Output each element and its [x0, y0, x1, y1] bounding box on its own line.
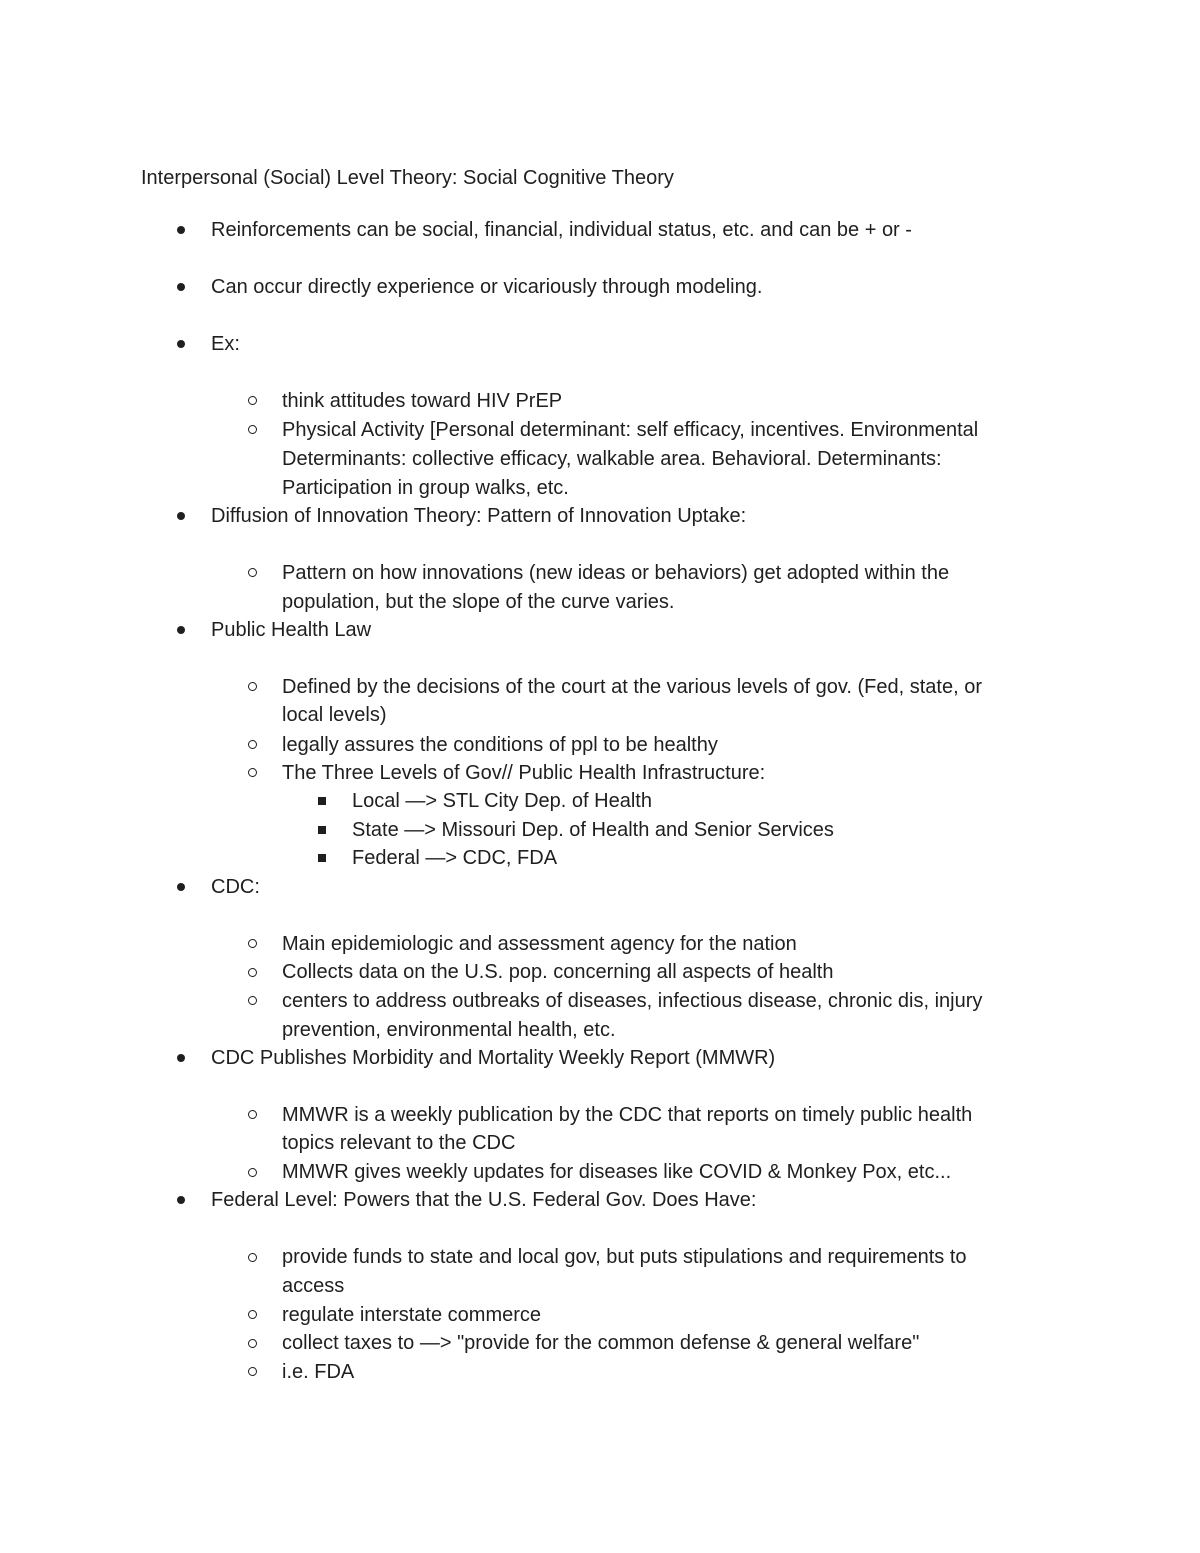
list-item-continuation: topics relevant to the CDC: [282, 1132, 516, 1154]
bullet-circle-icon: [248, 682, 257, 691]
bullet-circle-icon: [248, 1253, 257, 1262]
bullet-disc-icon: [177, 626, 185, 634]
list-item: regulate interstate commerce: [282, 1304, 542, 1326]
bullet-circle-icon: [248, 1168, 257, 1177]
bullet-disc-icon: [177, 226, 185, 234]
list-item: i.e. FDA: [282, 1361, 355, 1383]
bullet-circle-icon: [248, 768, 257, 777]
list-item: provide funds to state and local gov, but puts stipulations and requirements to: [282, 1246, 967, 1268]
list-item-continuation: population, but the slope of the curve varies.: [282, 591, 675, 613]
list-item: MMWR gives weekly updates for diseases like COVID & Monkey Pox, etc...: [282, 1161, 952, 1183]
bullet-circle-icon: [248, 425, 257, 434]
list-item-continuation: local levels): [282, 704, 387, 726]
list-item: collect taxes to —> "provide for the common defense & general welfare": [282, 1332, 920, 1354]
list-item: centers to address outbreaks of diseases, infectious disease, chronic dis, injury: [282, 990, 983, 1012]
bullet-square-icon: [318, 854, 326, 862]
document-title: Interpersonal (Social) Level Theory: Social Cognitive Theory: [141, 167, 674, 189]
list-item: State —> Missouri Dep. of Health and Senior Services: [352, 819, 834, 841]
bullet-disc-icon: [177, 883, 185, 891]
list-item: Federal —> CDC, FDA: [352, 847, 558, 869]
bullet-circle-icon: [248, 396, 257, 405]
list-item: Main epidemiologic and assessment agency for the nation: [282, 933, 797, 955]
bullet-circle-icon: [248, 1339, 257, 1348]
list-item: Reinforcements can be social, financial, individual status, etc. and can be + or -: [211, 219, 912, 241]
list-item: Defined by the decisions of the court at the various levels of gov. (Fed, state, or: [282, 676, 982, 698]
list-item: CDC:: [211, 876, 260, 898]
list-item: CDC Publishes Morbidity and Mortality Weekly Report (MMWR): [211, 1047, 776, 1069]
list-item: The Three Levels of Gov// Public Health Infrastructure:: [282, 762, 766, 784]
bullet-circle-icon: [248, 740, 257, 749]
list-item-continuation: Participation in group walks, etc.: [282, 477, 569, 499]
bullet-circle-icon: [248, 1367, 257, 1376]
list-item-continuation: Determinants: collective efficacy, walkable area. Behavioral. Determinants:: [282, 448, 942, 470]
bullet-disc-icon: [177, 512, 185, 520]
bullet-circle-icon: [248, 968, 257, 977]
bullet-circle-icon: [248, 939, 257, 948]
bullet-circle-icon: [248, 996, 257, 1005]
list-item-continuation: prevention, environmental health, etc.: [282, 1019, 616, 1041]
bullet-square-icon: [318, 826, 326, 834]
bullet-circle-icon: [248, 568, 257, 577]
list-item: legally assures the conditions of ppl to be healthy: [282, 734, 718, 756]
bullet-disc-icon: [177, 340, 185, 348]
bullet-disc-icon: [177, 283, 185, 291]
list-item: Can occur directly experience or vicariously through modeling.: [211, 276, 763, 298]
bullet-circle-icon: [248, 1110, 257, 1119]
list-item: Ex:: [211, 333, 240, 355]
bullet-disc-icon: [177, 1196, 185, 1204]
list-item: Diffusion of Innovation Theory: Pattern of Innovation Uptake:: [211, 505, 747, 527]
list-item: Pattern on how innovations (new ideas or behaviors) get adopted within the: [282, 562, 950, 584]
list-item: think attitudes toward HIV PrEP: [282, 390, 563, 412]
list-item: Local —> STL City Dep. of Health: [352, 790, 652, 812]
list-item: MMWR is a weekly publication by the CDC that reports on timely public health: [282, 1104, 973, 1126]
list-item-continuation: access: [282, 1275, 345, 1297]
list-item: Collects data on the U.S. pop. concerning all aspects of health: [282, 961, 834, 983]
bullet-square-icon: [318, 797, 326, 805]
list-item: Public Health Law: [211, 619, 372, 641]
bullet-disc-icon: [177, 1054, 185, 1062]
list-item: Physical Activity [Personal determinant: self efficacy, incentives. Environmental: [282, 419, 979, 441]
bullet-circle-icon: [248, 1310, 257, 1319]
list-item: Federal Level: Powers that the U.S. Federal Gov. Does Have:: [211, 1189, 757, 1211]
